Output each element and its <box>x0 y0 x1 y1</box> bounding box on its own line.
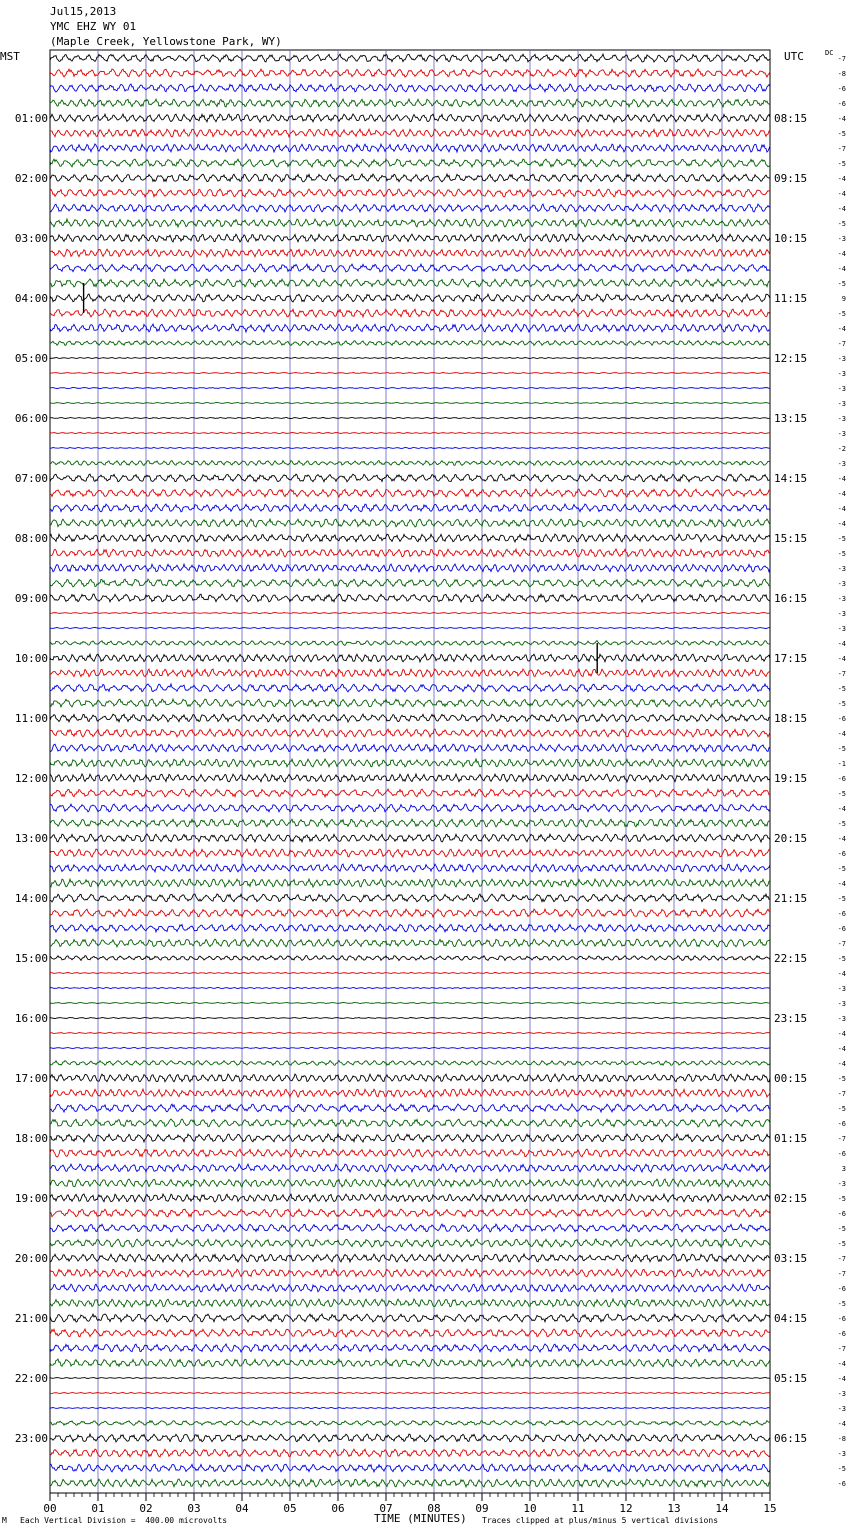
dc-offset-label: -5 <box>837 550 846 558</box>
trace-line <box>50 834 770 842</box>
dc-offset-label: -5 <box>837 220 846 228</box>
dc-offset-label: -6 <box>837 85 846 93</box>
trace-line <box>50 1089 770 1097</box>
header-location: (Maple Creek, Yellowstone Park, WY) <box>50 35 282 48</box>
trace-line <box>50 579 770 587</box>
dc-offset-label: -4 <box>837 325 846 333</box>
dc-offset-label: -5 <box>837 310 846 318</box>
dc-offset-label: -5 <box>837 1195 846 1203</box>
dc-offset-label: -5 <box>837 955 846 963</box>
dc-offset-label: -6 <box>837 1285 846 1293</box>
dc-offset-label: -5 <box>837 1105 846 1113</box>
mst-hour-label: 18:00 <box>14 1132 48 1145</box>
mst-hour-label: 05:00 <box>14 352 48 365</box>
mst-hour-label: 20:00 <box>14 1252 48 1265</box>
utc-hour-label: 09:15 <box>774 172 808 185</box>
dc-offset-label: -4 <box>837 475 846 483</box>
trace-line <box>50 924 770 932</box>
dc-offset-label: -4 <box>837 835 846 843</box>
dc-offset-label: -6 <box>837 1330 846 1338</box>
trace-line <box>50 909 770 917</box>
utc-hour-label: 15:15 <box>774 532 808 545</box>
utc-hour-label: 23:15 <box>774 1012 808 1025</box>
clip-note: Traces clipped at plus/minus 5 vertical divisions <box>482 1516 719 1525</box>
dc-offset-label: -4 <box>837 1420 846 1428</box>
utc-hour-label: 12:15 <box>774 352 808 365</box>
dc-offset-label: -5 <box>837 1240 846 1248</box>
trace-line <box>50 341 770 346</box>
trace-line <box>50 204 770 212</box>
trace-line <box>50 1209 770 1217</box>
dc-offset-label: -6 <box>837 1150 846 1158</box>
trace-line <box>50 987 770 988</box>
utc-hour-label: 08:15 <box>774 112 808 125</box>
mst-hour-label: 12:00 <box>14 772 48 785</box>
trace-line <box>50 714 770 722</box>
scale-note: Each Vertical Division = 400.00 microvolts <box>20 1516 228 1525</box>
trace-line <box>50 894 770 902</box>
x-tick-label: 13 <box>667 1502 681 1515</box>
dc-offset-label: -3 <box>837 1390 846 1398</box>
trace-line <box>50 972 770 973</box>
dc-offset-label: -5 <box>837 1225 846 1233</box>
dc-offset-label: -3 <box>837 235 846 243</box>
x-axis-label: TIME (MINUTES) <box>374 1512 467 1525</box>
trace-line <box>50 1449 770 1457</box>
dc-offset-label: -4 <box>837 730 846 738</box>
dc-offset-label: -3 <box>837 610 846 618</box>
dc-offset-label: -3 <box>837 415 846 423</box>
dc-offset-label: -5 <box>837 790 846 798</box>
trace-line <box>50 1239 770 1247</box>
dc-offset-label: -6 <box>837 1480 846 1488</box>
header-date: Jul15,2013 <box>50 5 117 18</box>
trace-line <box>50 1284 770 1292</box>
trace-line <box>50 1104 770 1112</box>
dc-offset-label: -7 <box>837 340 846 348</box>
dc-offset-label: -3 <box>837 580 846 588</box>
dc-offset-label: -6 <box>837 775 846 783</box>
trace-line <box>50 1194 770 1202</box>
trace-line <box>50 641 770 646</box>
dc-offset-label: -7 <box>837 55 846 63</box>
trace-line <box>50 939 770 947</box>
trace-line <box>50 417 770 418</box>
trace-line <box>50 627 770 628</box>
trace-line <box>50 699 770 707</box>
dc-offset-label: -4 <box>837 490 846 498</box>
dc-offset-label: -3 <box>837 355 846 363</box>
trace-line <box>50 612 770 613</box>
utc-hour-label: 06:15 <box>774 1432 808 1445</box>
trace-line <box>50 1061 770 1066</box>
dc-offset-label: -4 <box>837 265 846 273</box>
mst-label: MST <box>0 50 20 63</box>
trace-line <box>50 684 770 692</box>
trace-line <box>50 819 770 827</box>
x-tick-label: 14 <box>715 1502 729 1515</box>
mst-hour-label: 11:00 <box>14 712 48 725</box>
utc-hour-label: 02:15 <box>774 1192 808 1205</box>
trace-line <box>50 1314 770 1322</box>
x-tick-label: 08 <box>427 1502 441 1515</box>
mst-hour-label: 03:00 <box>14 232 48 245</box>
dc-offset-label: -7 <box>837 940 846 948</box>
dc-offset-label: -5 <box>837 1465 846 1473</box>
dc-offset-label: -4 <box>837 805 846 813</box>
trace-line <box>50 1479 770 1487</box>
mst-hour-label: 15:00 <box>14 952 48 965</box>
trace-line <box>50 519 770 527</box>
dc-offset-label: -3 <box>837 985 846 993</box>
utc-hour-label: 03:15 <box>774 1252 808 1265</box>
trace-line <box>50 1119 770 1127</box>
x-tick-label: 02 <box>139 1502 153 1515</box>
utc-hour-label: 10:15 <box>774 232 808 245</box>
dc-offset-label: -6 <box>837 715 846 723</box>
dc-offset-label: -7 <box>837 1135 846 1143</box>
dc-offset-label: -3 <box>837 565 846 573</box>
trace-line <box>50 99 770 107</box>
dc-offset-label: -3 <box>837 400 846 408</box>
trace-line <box>50 1254 770 1262</box>
dc-offset-label: -4 <box>837 1360 846 1368</box>
x-tick-label: 07 <box>379 1502 393 1515</box>
dc-offset-label: -3 <box>837 370 846 378</box>
mst-hour-label: 19:00 <box>14 1192 48 1205</box>
dc-offset-label: -4 <box>837 970 846 978</box>
trace-line <box>50 159 770 167</box>
trace-line <box>50 129 770 137</box>
dc-offset-label: -5 <box>837 865 846 873</box>
trace-line <box>50 372 770 373</box>
trace-line <box>50 774 770 782</box>
trace-line <box>50 1344 770 1352</box>
dc-offset-label: -1 <box>837 760 846 768</box>
mst-hour-label: 21:00 <box>14 1312 48 1325</box>
trace-line <box>50 174 770 182</box>
trace-line <box>50 279 770 287</box>
trace-line <box>50 69 770 77</box>
x-tick-label: 04 <box>235 1502 249 1515</box>
dc-offset-label: -6 <box>837 1120 846 1128</box>
trace-line <box>50 879 770 887</box>
trace-line <box>50 144 770 152</box>
dc-offset-label: -7 <box>837 145 846 153</box>
mst-hour-label: 16:00 <box>14 1012 48 1025</box>
trace-line <box>50 549 770 557</box>
mst-hour-label: 22:00 <box>14 1372 48 1385</box>
dc-offset-label: -5 <box>837 685 846 693</box>
dc-offset-label: -4 <box>837 115 846 123</box>
dc-offset-label: -3 <box>837 430 846 438</box>
trace-line <box>50 1149 770 1157</box>
dc-offset-label: -4 <box>837 520 846 528</box>
x-tick-label: 03 <box>187 1502 201 1515</box>
dc-offset-label: -7 <box>837 1345 846 1353</box>
x-tick-label: 00 <box>43 1502 57 1515</box>
mst-hour-label: 07:00 <box>14 472 48 485</box>
mst-hour-label: 04:00 <box>14 292 48 305</box>
utc-label: UTC <box>784 50 804 63</box>
dc-offset-label: -3 <box>837 1450 846 1458</box>
trace-line <box>50 54 770 62</box>
utc-hour-label: 17:15 <box>774 652 808 665</box>
trace-line <box>50 1179 770 1187</box>
trace-line <box>50 249 770 257</box>
dc-offset-label: -6 <box>837 850 846 858</box>
dc-offset-label: -5 <box>837 895 846 903</box>
trace-line <box>50 234 770 242</box>
trace-line <box>50 1224 770 1232</box>
dc-offset-label: -3 <box>837 1015 846 1023</box>
dc-offset-label: -4 <box>837 655 846 663</box>
dc-offset-label: -3 <box>837 1180 846 1188</box>
utc-hour-label: 05:15 <box>774 1372 808 1385</box>
trace-line <box>50 1164 770 1172</box>
utc-hour-label: 20:15 <box>774 832 808 845</box>
trace-line <box>50 564 770 572</box>
dc-offset-label: -5 <box>837 820 846 828</box>
trace-line <box>50 864 770 872</box>
dc-offset-label: -4 <box>837 880 846 888</box>
x-tick-label: 15 <box>763 1502 777 1515</box>
trace-line <box>50 1299 770 1307</box>
x-tick-label: 05 <box>283 1502 297 1515</box>
trace-line <box>50 489 770 497</box>
trace-line <box>50 474 770 482</box>
x-tick-label: 11 <box>571 1502 585 1515</box>
dc-offset-label: -4 <box>837 1060 846 1068</box>
dc-offset-label: -4 <box>837 190 846 198</box>
utc-hour-label: 22:15 <box>774 952 808 965</box>
trace-line <box>50 84 770 92</box>
dc-offset-label: -7 <box>837 1270 846 1278</box>
dc-offset-label: -4 <box>837 1375 846 1383</box>
trace-line <box>50 324 770 332</box>
trace-line <box>50 1269 770 1277</box>
trace-line <box>50 461 770 466</box>
trace-line <box>50 432 770 433</box>
utc-hour-label: 01:15 <box>774 1132 808 1145</box>
trace-line <box>50 729 770 737</box>
trace-line <box>50 1434 770 1442</box>
trace-line <box>50 1359 770 1367</box>
trace-line <box>50 504 770 512</box>
dc-offset-label: -3 <box>837 625 846 633</box>
mst-hour-label: 10:00 <box>14 652 48 665</box>
utc-hour-label: 19:15 <box>774 772 808 785</box>
utc-hour-label: 14:15 <box>774 472 808 485</box>
dc-offset-label: -7 <box>837 670 846 678</box>
trace-line <box>50 804 770 812</box>
trace-line <box>50 956 770 961</box>
mst-hour-label: 08:00 <box>14 532 48 545</box>
trace-line <box>50 1017 770 1018</box>
dc-offset-label: -4 <box>837 250 846 258</box>
trace-line <box>50 669 770 677</box>
dc-offset-label: -3 <box>837 460 846 468</box>
trace-line <box>50 309 770 317</box>
dc-offset-label: -6 <box>837 1210 846 1218</box>
trace-group <box>50 54 770 1487</box>
mst-hour-label: 02:00 <box>14 172 48 185</box>
dc-offset-label: -3 <box>837 595 846 603</box>
trace-line <box>50 1464 770 1472</box>
trace-line <box>50 789 770 797</box>
dc-offset-label: -3 <box>837 1000 846 1008</box>
dc-offset-label: -6 <box>837 1315 846 1323</box>
x-tick-label: 09 <box>475 1502 489 1515</box>
dc-offset-label: -8 <box>837 1435 846 1443</box>
trace-line <box>50 849 770 857</box>
dc-offset-label: -4 <box>837 640 846 648</box>
utc-hour-label: 18:15 <box>774 712 808 725</box>
dc-offset-label: -4 <box>837 1045 846 1053</box>
dc-offset-label: -5 <box>837 745 846 753</box>
trace-line <box>50 357 770 358</box>
dc-label: DC <box>825 49 834 57</box>
trace-line <box>50 654 770 662</box>
dc-offset-label: -6 <box>837 925 846 933</box>
trace-line <box>50 1032 770 1033</box>
trace-line <box>50 264 770 272</box>
mst-hour-label: 23:00 <box>14 1432 48 1445</box>
x-tick-label: 10 <box>523 1502 537 1515</box>
utc-hour-label: 21:15 <box>774 892 808 905</box>
trace-line <box>50 759 770 767</box>
dc-offset-label: -4 <box>837 205 846 213</box>
trace-line <box>50 1047 770 1048</box>
dc-offset-label: -4 <box>837 175 846 183</box>
trace-line <box>50 1002 770 1003</box>
utc-hour-label: 11:15 <box>774 292 808 305</box>
dc-offset-label: -5 <box>837 1300 846 1308</box>
dc-offset-label: -5 <box>837 130 846 138</box>
corner-mark: M <box>2 1516 7 1525</box>
x-tick-label: 12 <box>619 1502 633 1515</box>
utc-hour-label: 16:15 <box>774 592 808 605</box>
trace-line <box>50 447 770 448</box>
dc-offset-label: -3 <box>837 1405 846 1413</box>
dc-offset-label: -5 <box>837 160 846 168</box>
mst-hour-label: 17:00 <box>14 1072 48 1085</box>
trace-line <box>50 114 770 122</box>
dc-offset-label: 3 <box>841 1165 846 1173</box>
mst-hour-label: 06:00 <box>14 412 48 425</box>
dc-offset-label: 9 <box>841 295 846 303</box>
trace-line <box>50 594 770 602</box>
dc-offset-label: -2 <box>837 445 846 453</box>
dc-offset-label: -6 <box>837 910 846 918</box>
mst-hour-label: 13:00 <box>14 832 48 845</box>
trace-line <box>50 1329 770 1337</box>
trace-line <box>50 1377 770 1378</box>
dc-offset-label: -4 <box>837 505 846 513</box>
trace-line <box>50 1074 770 1082</box>
trace-line <box>50 189 770 197</box>
trace-line <box>50 1134 770 1142</box>
dc-offset-label: -5 <box>837 280 846 288</box>
dc-offset-label: -8 <box>837 70 846 78</box>
utc-hour-label: 00:15 <box>774 1072 808 1085</box>
dc-offset-label: -4 <box>837 1030 846 1038</box>
utc-hour-label: 04:15 <box>774 1312 808 1325</box>
trace-line <box>50 219 770 227</box>
dc-offset-label: -5 <box>837 700 846 708</box>
trace-line <box>50 1421 770 1426</box>
dc-offset-label: -6 <box>837 100 846 108</box>
mst-hour-label: 01:00 <box>14 112 48 125</box>
trace-line <box>50 744 770 752</box>
trace-line <box>50 294 770 302</box>
trace-line <box>50 1392 770 1393</box>
trace-line <box>50 387 770 388</box>
trace-line <box>50 1407 770 1408</box>
x-tick-label: 01 <box>91 1502 105 1515</box>
dc-offset-label: -7 <box>837 1255 846 1263</box>
dc-offset-label: -5 <box>837 535 846 543</box>
utc-hour-label: 13:15 <box>774 412 808 425</box>
trace-line <box>50 402 770 403</box>
header-station: YMC EHZ WY 01 <box>50 20 137 33</box>
dc-offset-label: -5 <box>837 1075 846 1083</box>
mst-hour-label: 14:00 <box>14 892 48 905</box>
dc-offset-label: -7 <box>837 1090 846 1098</box>
mst-hour-label: 09:00 <box>14 592 48 605</box>
x-tick-label: 06 <box>331 1502 345 1515</box>
dc-offset-label: -3 <box>837 385 846 393</box>
trace-line <box>50 534 770 542</box>
